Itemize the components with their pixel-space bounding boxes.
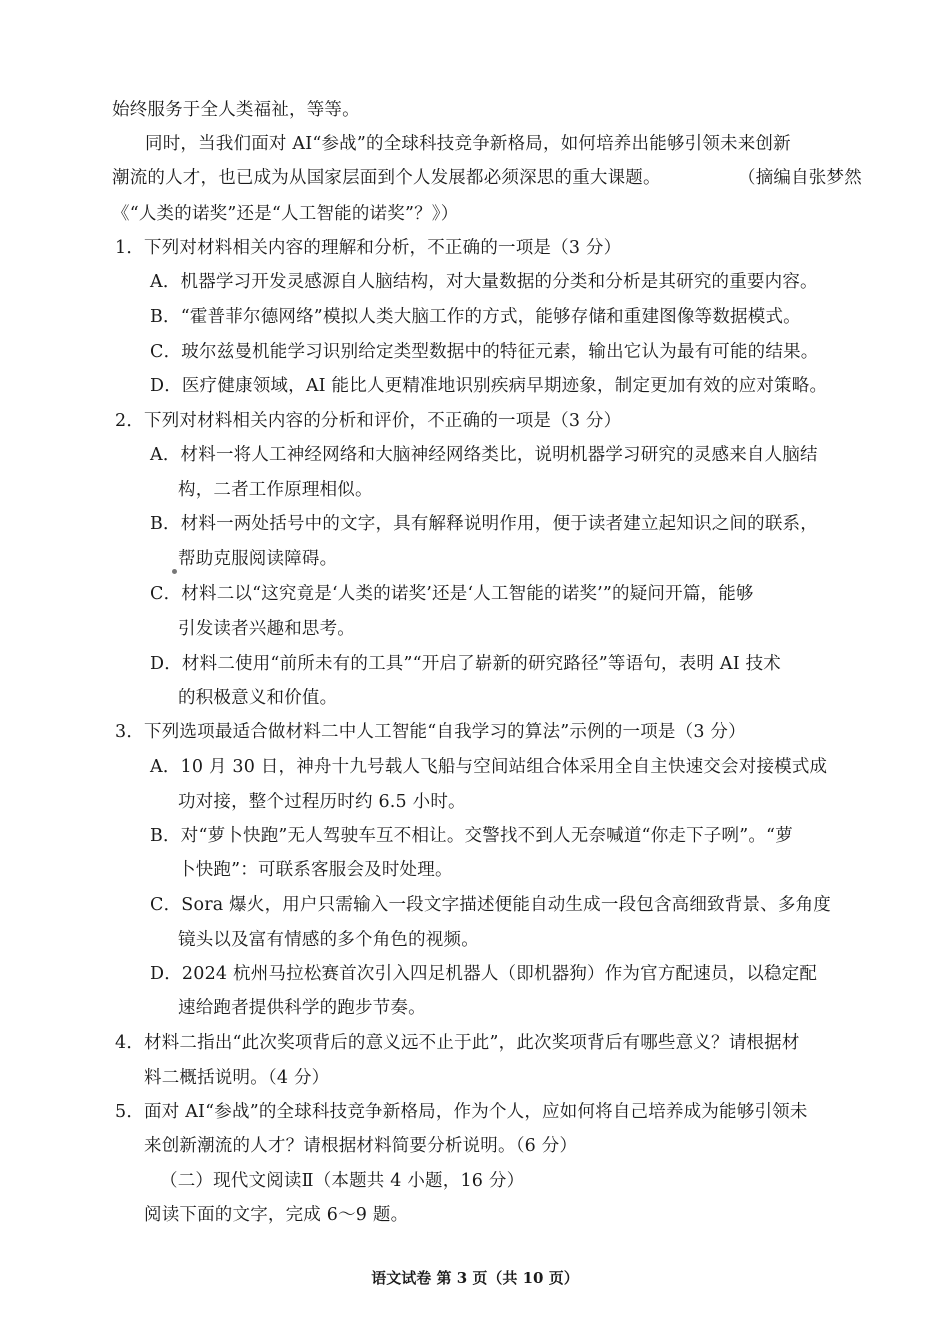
question-1-stem: 1．下列对材料相关内容的理解和分析，不正确的一项是（3 分） bbox=[115, 238, 622, 258]
question-3-option-c: C．Sora 爆火，用户只需输入一段文字描述便能自动生成一段包含高细致背景、多角度 bbox=[150, 895, 831, 915]
material-source: （摘编自张梦然 bbox=[738, 168, 862, 188]
material-paragraph-line: 同时，当我们面对 AI“参战”的全球科技竞争新格局，如何培养出能够引领未来创新 bbox=[145, 134, 791, 154]
question-1-option-b: B．“霍普菲尔德网络”模拟人类大脑工作的方式，能够存储和重建图像等数据模式。 bbox=[150, 307, 801, 327]
question-2-option-d: D．材料二使用“前所未有的工具”“开启了崭新的研究路径”等语句，表明 AI 技术 bbox=[150, 654, 781, 674]
question-3-option-a: A．10 月 30 日，神舟十九号载人飞船与空间站组合体采用全自主快速交会对接模式成 bbox=[150, 757, 828, 777]
question-2-stem: 2．下列对材料相关内容的分析和评价，不正确的一项是（3 分） bbox=[115, 411, 622, 431]
section-instruction: 阅读下面的文字，完成 6～9 题。 bbox=[144, 1205, 409, 1225]
question-3-option-a-cont: 功对接，整个过程历时约 6.5 小时。 bbox=[178, 792, 466, 812]
question-2-option-b: B．材料一两处括号中的文字，具有解释说明作用，便于读者建立起知识之间的联系， bbox=[150, 514, 818, 534]
question-2-option-a: A．材料一将人工神经网络和大脑神经网络类比，说明机器学习研究的灵感来自人脑结 bbox=[150, 445, 818, 465]
scan-speck bbox=[172, 569, 177, 574]
question-3-option-c-cont: 镜头以及富有情感的多个角色的视频。 bbox=[178, 930, 479, 950]
question-2-option-c-cont: 引发读者兴趣和思考。 bbox=[178, 619, 355, 639]
question-3-option-b: B．对“萝卜快跑”无人驾驶车互不相让。交警找不到人无奈喊道“你走下子咧”。“萝 bbox=[150, 826, 793, 846]
question-4-stem-cont: 料二概括说明。（4 分） bbox=[144, 1068, 330, 1088]
question-2-option-a-cont: 构，二者工作原理相似。 bbox=[178, 480, 373, 500]
material-paragraph-line: 潮流的人才，也已成为从国家层面到个人发展都必须深思的重大课题。 bbox=[112, 168, 661, 188]
question-1-option-c: C．玻尔兹曼机能学习识别给定类型数据中的特征元素，输出它认为最有可能的结果。 bbox=[150, 342, 819, 362]
material-tail: 始终服务于全人类福祉，等等。 bbox=[112, 100, 360, 120]
question-1-option-d: D．医疗健康领域，AI 能比人更精准地识别疾病早期迹象，制定更加有效的应对策略。 bbox=[150, 376, 828, 396]
question-2-option-d-cont: 的积极意义和价值。 bbox=[178, 688, 338, 708]
question-2-option-b-cont: 帮助克服阅读障碍。 bbox=[178, 549, 338, 569]
question-3-option-d: D．2024 杭州马拉松赛首次引入四足机器人（即机器狗）作为官方配速员，以稳定配 bbox=[150, 964, 818, 984]
section-heading: （二）现代文阅读Ⅱ（本题共 4 小题，16 分） bbox=[160, 1171, 525, 1191]
page-footer: 语文试卷 第 3 页（共 10 页） bbox=[371, 1269, 579, 1287]
question-3-option-d-cont: 速给跑者提供科学的跑步节奏。 bbox=[178, 998, 426, 1018]
question-5-stem: 5．面对 AI“参战”的全球科技竞争新格局，作为个人，应如何将自己培养成为能够引领未 bbox=[115, 1102, 808, 1122]
question-1-option-a: A．机器学习开发灵感源自人脑结构，对大量数据的分类和分析是其研究的重要内容。 bbox=[150, 272, 818, 292]
question-2-option-c: C．材料二以“这究竟是‘人类的诺奖’还是‘人工智能的诺奖’”的疑问开篇，能够 bbox=[150, 584, 754, 604]
question-5-stem-cont: 来创新潮流的人才？请根据材料简要分析说明。（6 分） bbox=[144, 1136, 578, 1156]
material-source: 《“人类的诺奖”还是“人工智能的诺奖”？》） bbox=[112, 204, 459, 224]
question-3-option-b-cont: 卜快跑”：可联系客服会及时处理。 bbox=[178, 860, 453, 880]
question-4-stem: 4．材料二指出“此次奖项背后的意义远不止于此”，此次奖项背后有哪些意义？请根据材 bbox=[115, 1033, 800, 1053]
question-3-stem: 3．下列选项最适合做材料二中人工智能“自我学习的算法”示例的一项是（3 分） bbox=[115, 722, 746, 742]
